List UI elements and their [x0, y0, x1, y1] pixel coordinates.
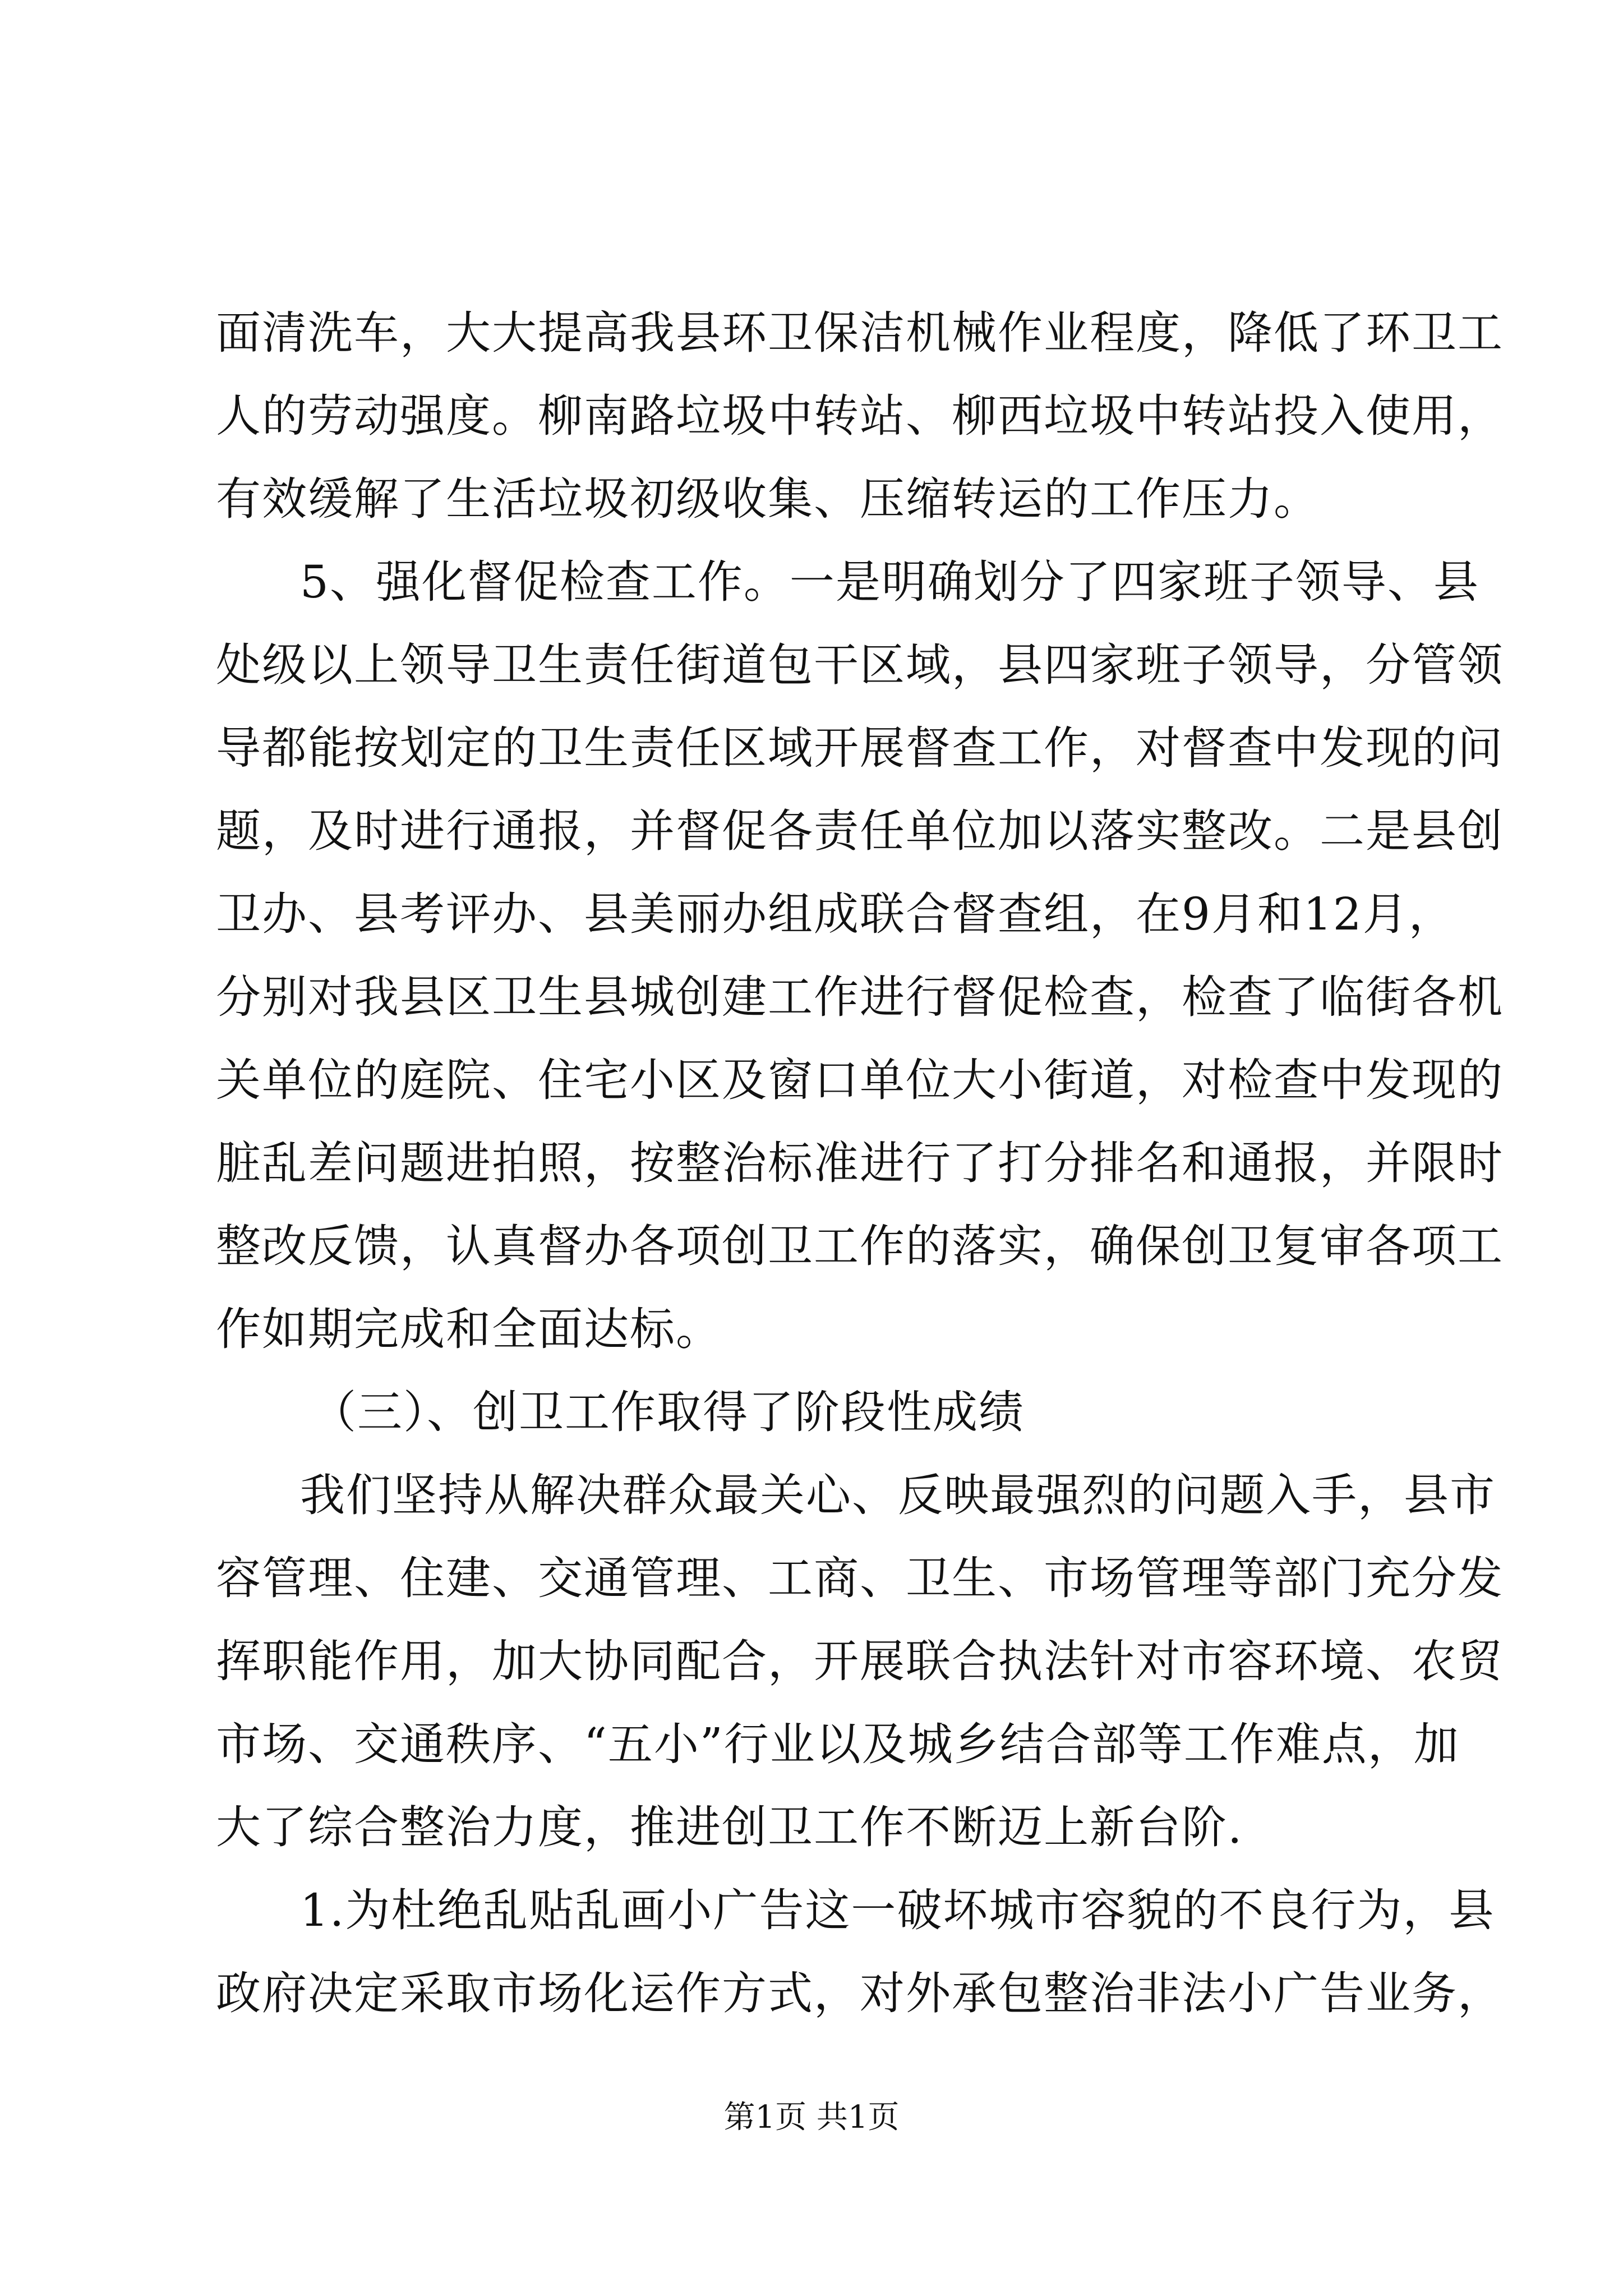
body-line: 有效缓解了生活垃圾初级收集、压缩转运的工作压力。: [216, 473, 1320, 525]
body-line: 整改反馈，认真督办各项创卫工作的落实，确保创卫复审各项工: [216, 1220, 1504, 1272]
body-line: 政府决定采取市场化运作方式，对外承包整治非法小广告业务，: [216, 1967, 1504, 2019]
body-line: 处级以上领导卫生责任街道包干区域，县四家班子领导，分管领: [216, 639, 1504, 691]
body-line: 大了综合整治力度，推进创卫工作不断迈上新台阶.: [216, 1801, 1243, 1853]
body-line: 分别对我县区卫生县城创建工作进行督促检查，检查了临街各机: [216, 971, 1504, 1023]
body-line: 题，及时进行通报，并督促各责任单位加以落实整改。二是县创: [216, 805, 1504, 857]
body-line: 挥职能作用，加大协同配合，开展联合执法针对市容环境、农贸: [216, 1635, 1504, 1687]
body-line: 人的劳动强度。柳南路垃圾中转站、柳西垃圾中转站投入使用，: [216, 390, 1504, 442]
body-line: 关单位的庭院、住宅小区及窗口单位大小街道，对检查中发现的: [216, 1054, 1504, 1106]
body-line: 市场、交通秩序、“五小”行业以及城乡结合部等工作难点，加: [216, 1718, 1460, 1770]
body-line: 面清洗车，大大提高我县环卫保洁机械作业程度，降低了环卫工: [216, 307, 1504, 359]
page-footer: 第1页 共1页: [723, 2099, 900, 2136]
body-line: 卫办、县考评办、县美丽办组成联合督查组，在9月和12月，: [216, 888, 1455, 940]
body-line: 脏乱差问题进拍照，按整治标准进行了打分排名和通报，并限时: [216, 1137, 1504, 1189]
body-line: 作如期完成和全面达标。: [216, 1303, 722, 1355]
body-line: 容管理、住建、交通管理、工商、卫生、市场管理等部门充分发: [216, 1552, 1504, 1604]
body-line: 导都能按划定的卫生责任区域开展督查工作，对督查中发现的问: [216, 722, 1504, 774]
section-heading: （三）、创卫工作取得了阶段性成绩: [311, 1386, 1025, 1438]
body-line: 1.为杜绝乱贴乱画小广告这一破坏城市容貌的不良行为，县: [300, 1884, 1495, 1936]
body-line: 5、强化督促检查工作。一是明确划分了四家班子领导、县: [300, 556, 1479, 608]
body-line: 我们坚持从解决群众最关心、反映最强烈的问题入手，县市: [300, 1469, 1496, 1521]
